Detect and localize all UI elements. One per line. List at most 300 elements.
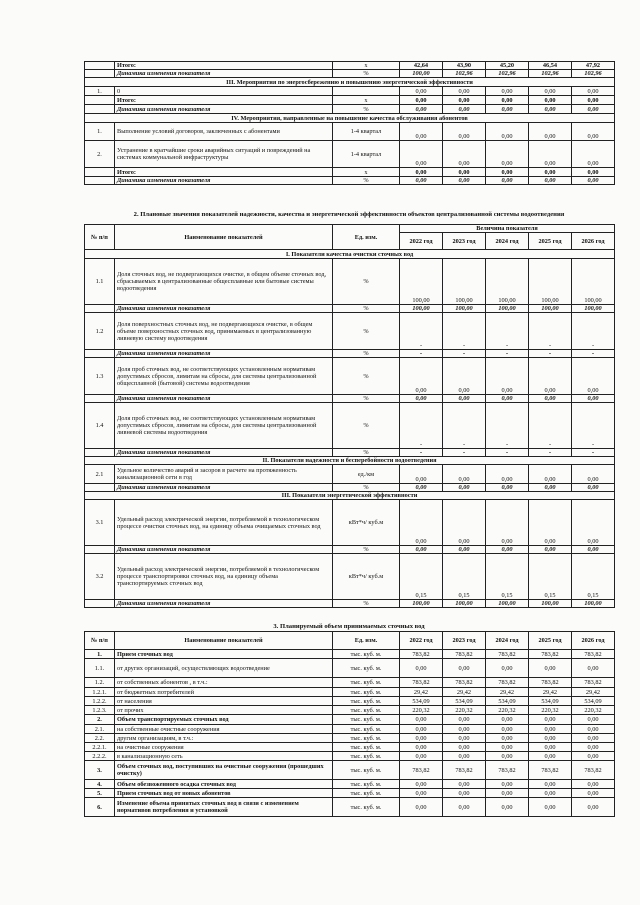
row-value: -: [572, 449, 615, 457]
row-value: 100,00: [572, 600, 615, 608]
section-title: I. Показатели качества очистки сточных вод: [85, 250, 615, 259]
row-value: 45,20: [486, 62, 529, 70]
row-number: 2.2.1.: [85, 743, 115, 752]
col-unit-header: Ед. изм.: [333, 225, 400, 250]
row-value: 29,42: [400, 688, 443, 697]
row-unit: кВт*ч/ куб.м: [333, 554, 400, 600]
row-value: 0,00: [529, 743, 572, 752]
section-title: III. Мероприятия по энергосбережению и повышению энергетической эффективности: [85, 78, 615, 87]
row-value: 0,00: [572, 659, 615, 678]
row-unit: тыс. куб. м.: [333, 780, 400, 789]
row-unit: [333, 87, 400, 96]
row-value: 0,00: [400, 484, 443, 492]
row-value: 534,09: [443, 697, 486, 706]
row-value: 783,82: [400, 761, 443, 780]
row-number: [85, 350, 115, 358]
col-number-header: № п/п: [85, 632, 115, 650]
table-row: [85, 752, 615, 761]
row-value: 0,00: [529, 96, 572, 105]
row-number: [85, 105, 115, 114]
row-unit: тыс. куб. м.: [333, 706, 400, 715]
row-value: 220,32: [400, 706, 443, 715]
row-number: 1.: [85, 87, 115, 96]
row-value: 0,00: [529, 725, 572, 734]
row-value: 0,00: [572, 780, 615, 789]
row-number: 2.: [85, 141, 115, 168]
table-row: [85, 403, 615, 449]
row-value: 0,00: [486, 358, 529, 395]
row-value: 100,00: [572, 305, 615, 313]
table-row: [85, 743, 615, 752]
row-unit: %: [333, 305, 400, 313]
table-row: [85, 177, 615, 185]
col-unit-header: Ед. изм.: [333, 632, 400, 650]
row-value: 534,09: [572, 697, 615, 706]
row-value: 0,00: [529, 789, 572, 798]
measures-table: [84, 61, 615, 185]
row-name: от собственных абонентов , в т.ч.:: [115, 678, 333, 688]
row-value: 0,00: [400, 715, 443, 725]
row-number: 1.2.1.: [85, 688, 115, 697]
row-value: 0,00: [572, 715, 615, 725]
row-value: 0,00: [572, 546, 615, 554]
row-value: 0,00: [572, 168, 615, 177]
row-value: -: [443, 313, 486, 350]
row-value: 0,00: [443, 395, 486, 403]
row-unit: тыс. куб. м.: [333, 789, 400, 798]
row-value: 29,42: [572, 688, 615, 697]
row-unit: тыс. куб. м.: [333, 715, 400, 725]
row-unit: тыс. куб. м.: [333, 650, 400, 659]
table-row: [85, 600, 615, 608]
row-value: 100,00: [529, 600, 572, 608]
row-value: 0,00: [572, 87, 615, 96]
table-row: [85, 780, 615, 789]
row-unit: %: [333, 395, 400, 403]
row-number: 1.1.: [85, 659, 115, 678]
row-value: 220,32: [572, 706, 615, 715]
row-value: 0,00: [443, 168, 486, 177]
row-number: 2.1.: [85, 725, 115, 734]
row-value: -: [572, 350, 615, 358]
row-value: 0,00: [572, 465, 615, 484]
table-row: [85, 123, 615, 141]
row-value: 0,00: [486, 465, 529, 484]
wastewater-volume-table: [84, 631, 615, 817]
row-value: 0,00: [486, 743, 529, 752]
row-value: -: [486, 313, 529, 350]
row-unit: тыс. куб. м.: [333, 798, 400, 817]
year-header: 2025 год: [529, 632, 572, 650]
row-number: 1.1: [85, 259, 115, 305]
row-value: 0,00: [443, 546, 486, 554]
row-value: 0,00: [400, 789, 443, 798]
row-value: 0,00: [572, 105, 615, 114]
section-row: [85, 114, 615, 123]
row-number: 2.: [85, 715, 115, 725]
row-unit: х: [333, 62, 400, 70]
row-value: 534,09: [400, 697, 443, 706]
row-value: 783,82: [400, 650, 443, 659]
row-value: 0,00: [443, 715, 486, 725]
section-3-heading: 3. Планируемый объем принимаемых сточных вод: [273, 623, 425, 630]
row-number: [85, 484, 115, 492]
row-name: Доля проб сточных вод, не соответствующих установленным нормативам допустимых сбросов, лимитам на сбросы, для системы централизованной общесплавной (бытовой) системы водоотведения: [115, 358, 333, 395]
row-value: 0,00: [486, 141, 529, 168]
row-value: 0,00: [572, 123, 615, 141]
row-value: 0,00: [443, 96, 486, 105]
row-value: 0,00: [400, 780, 443, 789]
row-name: от населения: [115, 697, 333, 706]
row-name: Динамика изменения показателя: [115, 600, 333, 608]
row-unit: х: [333, 96, 400, 105]
row-value: 783,82: [443, 678, 486, 688]
row-value: -: [486, 449, 529, 457]
row-value: 0,00: [443, 87, 486, 96]
row-unit: %: [333, 350, 400, 358]
table-row: [85, 305, 615, 313]
row-value: 0,00: [572, 798, 615, 817]
row-name: Итого:: [115, 62, 333, 70]
row-value: 100,00: [572, 259, 615, 305]
row-unit: 1-4 квартал: [333, 141, 400, 168]
table-row: [85, 87, 615, 96]
row-value: 0,00: [529, 105, 572, 114]
table-row: [85, 449, 615, 457]
row-name: Динамика изменения показателя: [115, 484, 333, 492]
row-value: 0,15: [572, 554, 615, 600]
row-unit: кВт*ч/ куб.м: [333, 500, 400, 546]
row-value: 100,00: [400, 70, 443, 78]
row-value: 0,00: [529, 715, 572, 725]
row-name: Удельный расход электрической энергии, потребляемой в технологическом процессе очистки сточных вод, на единицу объема очищаемых сточных вод: [115, 500, 333, 546]
row-unit: тыс. куб. м.: [333, 752, 400, 761]
row-value: 0,15: [443, 554, 486, 600]
row-value: 0,00: [529, 734, 572, 743]
table-row: [85, 715, 615, 725]
row-value: 534,09: [529, 697, 572, 706]
row-value: 0,00: [400, 141, 443, 168]
row-name: в канализационную сеть: [115, 752, 333, 761]
row-number: 3.2: [85, 554, 115, 600]
row-value: 220,32: [486, 706, 529, 715]
row-value: 783,82: [572, 678, 615, 688]
row-unit: тыс. куб. м.: [333, 734, 400, 743]
row-value: 0,00: [486, 484, 529, 492]
section-row: [85, 457, 615, 465]
row-value: 102,96: [572, 70, 615, 78]
row-value: 100,00: [443, 259, 486, 305]
row-value: 0,00: [486, 798, 529, 817]
row-number: 1.: [85, 123, 115, 141]
row-value: 0,00: [572, 484, 615, 492]
row-name: Удельное количество аварий и засоров в расчете на протяженность канализационной сети в год: [115, 465, 333, 484]
row-value: 0,00: [400, 798, 443, 817]
row-name: Динамика изменения показателя: [115, 177, 333, 185]
row-unit: %: [333, 546, 400, 554]
row-number: 2.2.2.: [85, 752, 115, 761]
row-value: -: [572, 403, 615, 449]
row-value: 0,00: [486, 500, 529, 546]
table-row: [85, 554, 615, 600]
row-value: 783,82: [400, 678, 443, 688]
row-value: 783,82: [486, 678, 529, 688]
row-value: 0,00: [529, 168, 572, 177]
row-unit: %: [333, 600, 400, 608]
row-value: 783,82: [486, 650, 529, 659]
row-name: Прием сточных вод от новых абонентов: [115, 789, 333, 798]
row-number: 1.: [85, 650, 115, 659]
row-value: 100,00: [400, 259, 443, 305]
row-unit: %: [333, 449, 400, 457]
row-name: Устранение в кратчайшие сроки аварийных ситуаций и повреждений на системах коммунальной инфраструктуры: [115, 141, 333, 168]
row-value: 0,00: [486, 105, 529, 114]
row-value: 0,00: [443, 734, 486, 743]
row-name: от бюджетных потребителей: [115, 688, 333, 697]
row-value: 0,15: [486, 554, 529, 600]
row-unit: ед./км: [333, 465, 400, 484]
row-value: 0,00: [400, 87, 443, 96]
row-value: 100,00: [529, 305, 572, 313]
row-value: 46,54: [529, 62, 572, 70]
table-row: [85, 358, 615, 395]
row-unit: %: [333, 313, 400, 350]
row-value: -: [529, 350, 572, 358]
section-row: [85, 250, 615, 259]
row-value: 0,00: [572, 789, 615, 798]
row-value: 0,00: [400, 123, 443, 141]
row-number: [85, 96, 115, 105]
table-row: [85, 484, 615, 492]
row-value: 0,00: [572, 141, 615, 168]
row-value: 0,00: [443, 358, 486, 395]
table-row: [85, 798, 615, 817]
row-name: на очистные сооружения: [115, 743, 333, 752]
row-value: 0,00: [486, 659, 529, 678]
row-number: [85, 177, 115, 185]
row-number: [85, 395, 115, 403]
row-value: 0,00: [572, 358, 615, 395]
row-value: 0,00: [486, 177, 529, 185]
year-header: 2023 год: [443, 233, 486, 250]
row-name: Прием сточных вод: [115, 650, 333, 659]
row-value: 0,00: [486, 725, 529, 734]
row-value: 0,00: [443, 725, 486, 734]
row-value: 0,00: [400, 752, 443, 761]
row-value: 0,00: [486, 395, 529, 403]
table-row: [85, 789, 615, 798]
row-value: 0,00: [572, 734, 615, 743]
row-name: Изменение объема принятых сточных вод в связи с изменением нормативов потребления и установкой: [115, 798, 333, 817]
header-row: [85, 225, 615, 233]
row-name: 0: [115, 87, 333, 96]
row-unit: %: [333, 358, 400, 395]
table-row: [85, 678, 615, 688]
row-value: 0,00: [486, 123, 529, 141]
row-value: 0,00: [572, 500, 615, 546]
year-header: 2025 год: [529, 233, 572, 250]
table-row: [85, 105, 615, 114]
row-number: 6.: [85, 798, 115, 817]
row-value: 102,96: [443, 70, 486, 78]
section-title: III. Показатели энергетической эффективности: [85, 492, 615, 500]
row-value: 100,00: [486, 259, 529, 305]
table-row: [85, 546, 615, 554]
year-header: 2024 год: [486, 233, 529, 250]
row-value: 534,09: [486, 697, 529, 706]
table-row: [85, 96, 615, 105]
row-value: 0,00: [443, 123, 486, 141]
row-value: 29,42: [443, 688, 486, 697]
row-value: 100,00: [400, 600, 443, 608]
row-value: 0,00: [443, 752, 486, 761]
row-name: Объем обезвоженного осадка сточных вод: [115, 780, 333, 789]
row-value: 0,00: [443, 105, 486, 114]
row-number: [85, 546, 115, 554]
row-value: 100,00: [443, 600, 486, 608]
col-number-header: № п/п: [85, 225, 115, 250]
row-value: 0,00: [486, 715, 529, 725]
row-value: 0,00: [529, 546, 572, 554]
row-value: 0,00: [572, 96, 615, 105]
row-value: 0,00: [572, 752, 615, 761]
row-value: 102,96: [529, 70, 572, 78]
row-value: 0,00: [529, 798, 572, 817]
row-value: 100,00: [400, 305, 443, 313]
row-value: 0,15: [529, 554, 572, 600]
row-name: Динамика изменения показателя: [115, 546, 333, 554]
table-row: [85, 70, 615, 78]
row-value: 100,00: [529, 259, 572, 305]
row-number: 3.1: [85, 500, 115, 546]
row-name: Итого:: [115, 168, 333, 177]
row-value: 0,00: [443, 780, 486, 789]
row-value: 0,00: [443, 141, 486, 168]
row-number: [85, 62, 115, 70]
row-value: 100,00: [486, 305, 529, 313]
row-value: 42,64: [400, 62, 443, 70]
row-unit: %: [333, 177, 400, 185]
row-name: Объем сточных вод, поступивших на очистные сооружения (прошедших очистку): [115, 761, 333, 780]
row-unit: тыс. куб. м.: [333, 743, 400, 752]
row-unit: 1-4 квартал: [333, 123, 400, 141]
row-value: 783,82: [443, 650, 486, 659]
row-value: 0,00: [529, 465, 572, 484]
indicators-table: [84, 224, 615, 608]
row-value: -: [486, 350, 529, 358]
row-value: 783,82: [572, 650, 615, 659]
row-number: 3.: [85, 761, 115, 780]
row-value: 783,82: [572, 761, 615, 780]
year-header: 2022 год: [400, 233, 443, 250]
row-name: Доля поверхностных сточных вод, не подвергающихся очистке, в общем объеме поверхностных сточных вод, принимаемых в централизованную ливневую систему водоотведения: [115, 313, 333, 350]
row-value: 0,00: [529, 659, 572, 678]
row-value: 0,00: [443, 789, 486, 798]
row-name: Доля проб сточных вод, не соответствующих установленным нормативам допустимых сбросов, лимитам на сбросы, для системы централизованной ливневой системы водоотведения: [115, 403, 333, 449]
row-name: Удельный расход электрической энергии, потребляемой в технологическом процессе транспортировки сточных вод, на единицу объема транспортируемых сточных вод: [115, 554, 333, 600]
row-value: 0,00: [486, 168, 529, 177]
col-values-header: Величина показателя: [400, 225, 615, 233]
row-value: 0,00: [486, 96, 529, 105]
col-name-header: Наименование показателей: [115, 632, 333, 650]
table-row: [85, 313, 615, 350]
row-value: 0,15: [400, 554, 443, 600]
table-row: [85, 706, 615, 715]
row-number: [85, 600, 115, 608]
section-row: [85, 492, 615, 500]
row-number: 2.2.: [85, 734, 115, 743]
row-value: 102,96: [486, 70, 529, 78]
row-name: Доля сточных вод, не подвергающихся очистке, в общем объеме сточных вод, сбрасываемых в централизованные общесплавные или бытовые системы водоотведения: [115, 259, 333, 305]
row-value: 0,00: [443, 465, 486, 484]
row-unit: %: [333, 105, 400, 114]
row-value: 0,00: [486, 752, 529, 761]
row-name: Динамика изменения показателя: [115, 395, 333, 403]
row-value: 0,00: [400, 96, 443, 105]
row-value: 0,00: [572, 743, 615, 752]
table-row: [85, 141, 615, 168]
row-unit: %: [333, 70, 400, 78]
row-value: 0,00: [529, 141, 572, 168]
section-title: II. Показатели надежности и бесперебойности водоотведения: [85, 457, 615, 465]
row-number: 1.2.: [85, 678, 115, 688]
row-value: 0,00: [400, 546, 443, 554]
section-2-heading: 2. Плановые значения показателей надежности, качества и энергетической эффективности объектов централизованной системы водоотведения: [133, 211, 565, 218]
table-row: [85, 659, 615, 678]
row-number: [85, 70, 115, 78]
row-unit: тыс. куб. м.: [333, 659, 400, 678]
row-value: 0,00: [400, 177, 443, 185]
section-row: [85, 78, 615, 87]
section-title: IV. Мероприятия, направленные на повышение качества обслуживания абонентов: [85, 114, 615, 123]
row-number: 5.: [85, 789, 115, 798]
row-value: 0,00: [443, 743, 486, 752]
row-value: 29,42: [486, 688, 529, 697]
row-value: 47,92: [572, 62, 615, 70]
row-value: 0,00: [443, 177, 486, 185]
year-header: 2024 год: [486, 632, 529, 650]
row-value: 0,00: [400, 395, 443, 403]
year-header: 2026 год: [572, 233, 615, 250]
row-value: 0,00: [400, 725, 443, 734]
row-value: 0,00: [529, 780, 572, 789]
row-value: 0,00: [529, 123, 572, 141]
row-value: -: [486, 403, 529, 449]
row-value: 783,82: [529, 678, 572, 688]
table-row: [85, 62, 615, 70]
row-value: 0,00: [400, 358, 443, 395]
row-value: 0,00: [572, 725, 615, 734]
row-name: Объем транспортируемых сточных вод: [115, 715, 333, 725]
table-row: [85, 688, 615, 697]
row-name: Динамика изменения показателя: [115, 305, 333, 313]
row-value: -: [443, 403, 486, 449]
row-number: [85, 168, 115, 177]
row-value: 0,00: [400, 743, 443, 752]
row-value: -: [529, 449, 572, 457]
row-value: 0,00: [400, 105, 443, 114]
row-name: Динамика изменения показателя: [115, 105, 333, 114]
row-value: 0,00: [486, 546, 529, 554]
row-value: -: [400, 449, 443, 457]
row-value: 783,82: [529, 650, 572, 659]
row-value: 0,00: [529, 500, 572, 546]
table-row: [85, 350, 615, 358]
row-value: 29,42: [529, 688, 572, 697]
row-number: 2.1: [85, 465, 115, 484]
row-value: 0,00: [529, 395, 572, 403]
row-number: [85, 449, 115, 457]
